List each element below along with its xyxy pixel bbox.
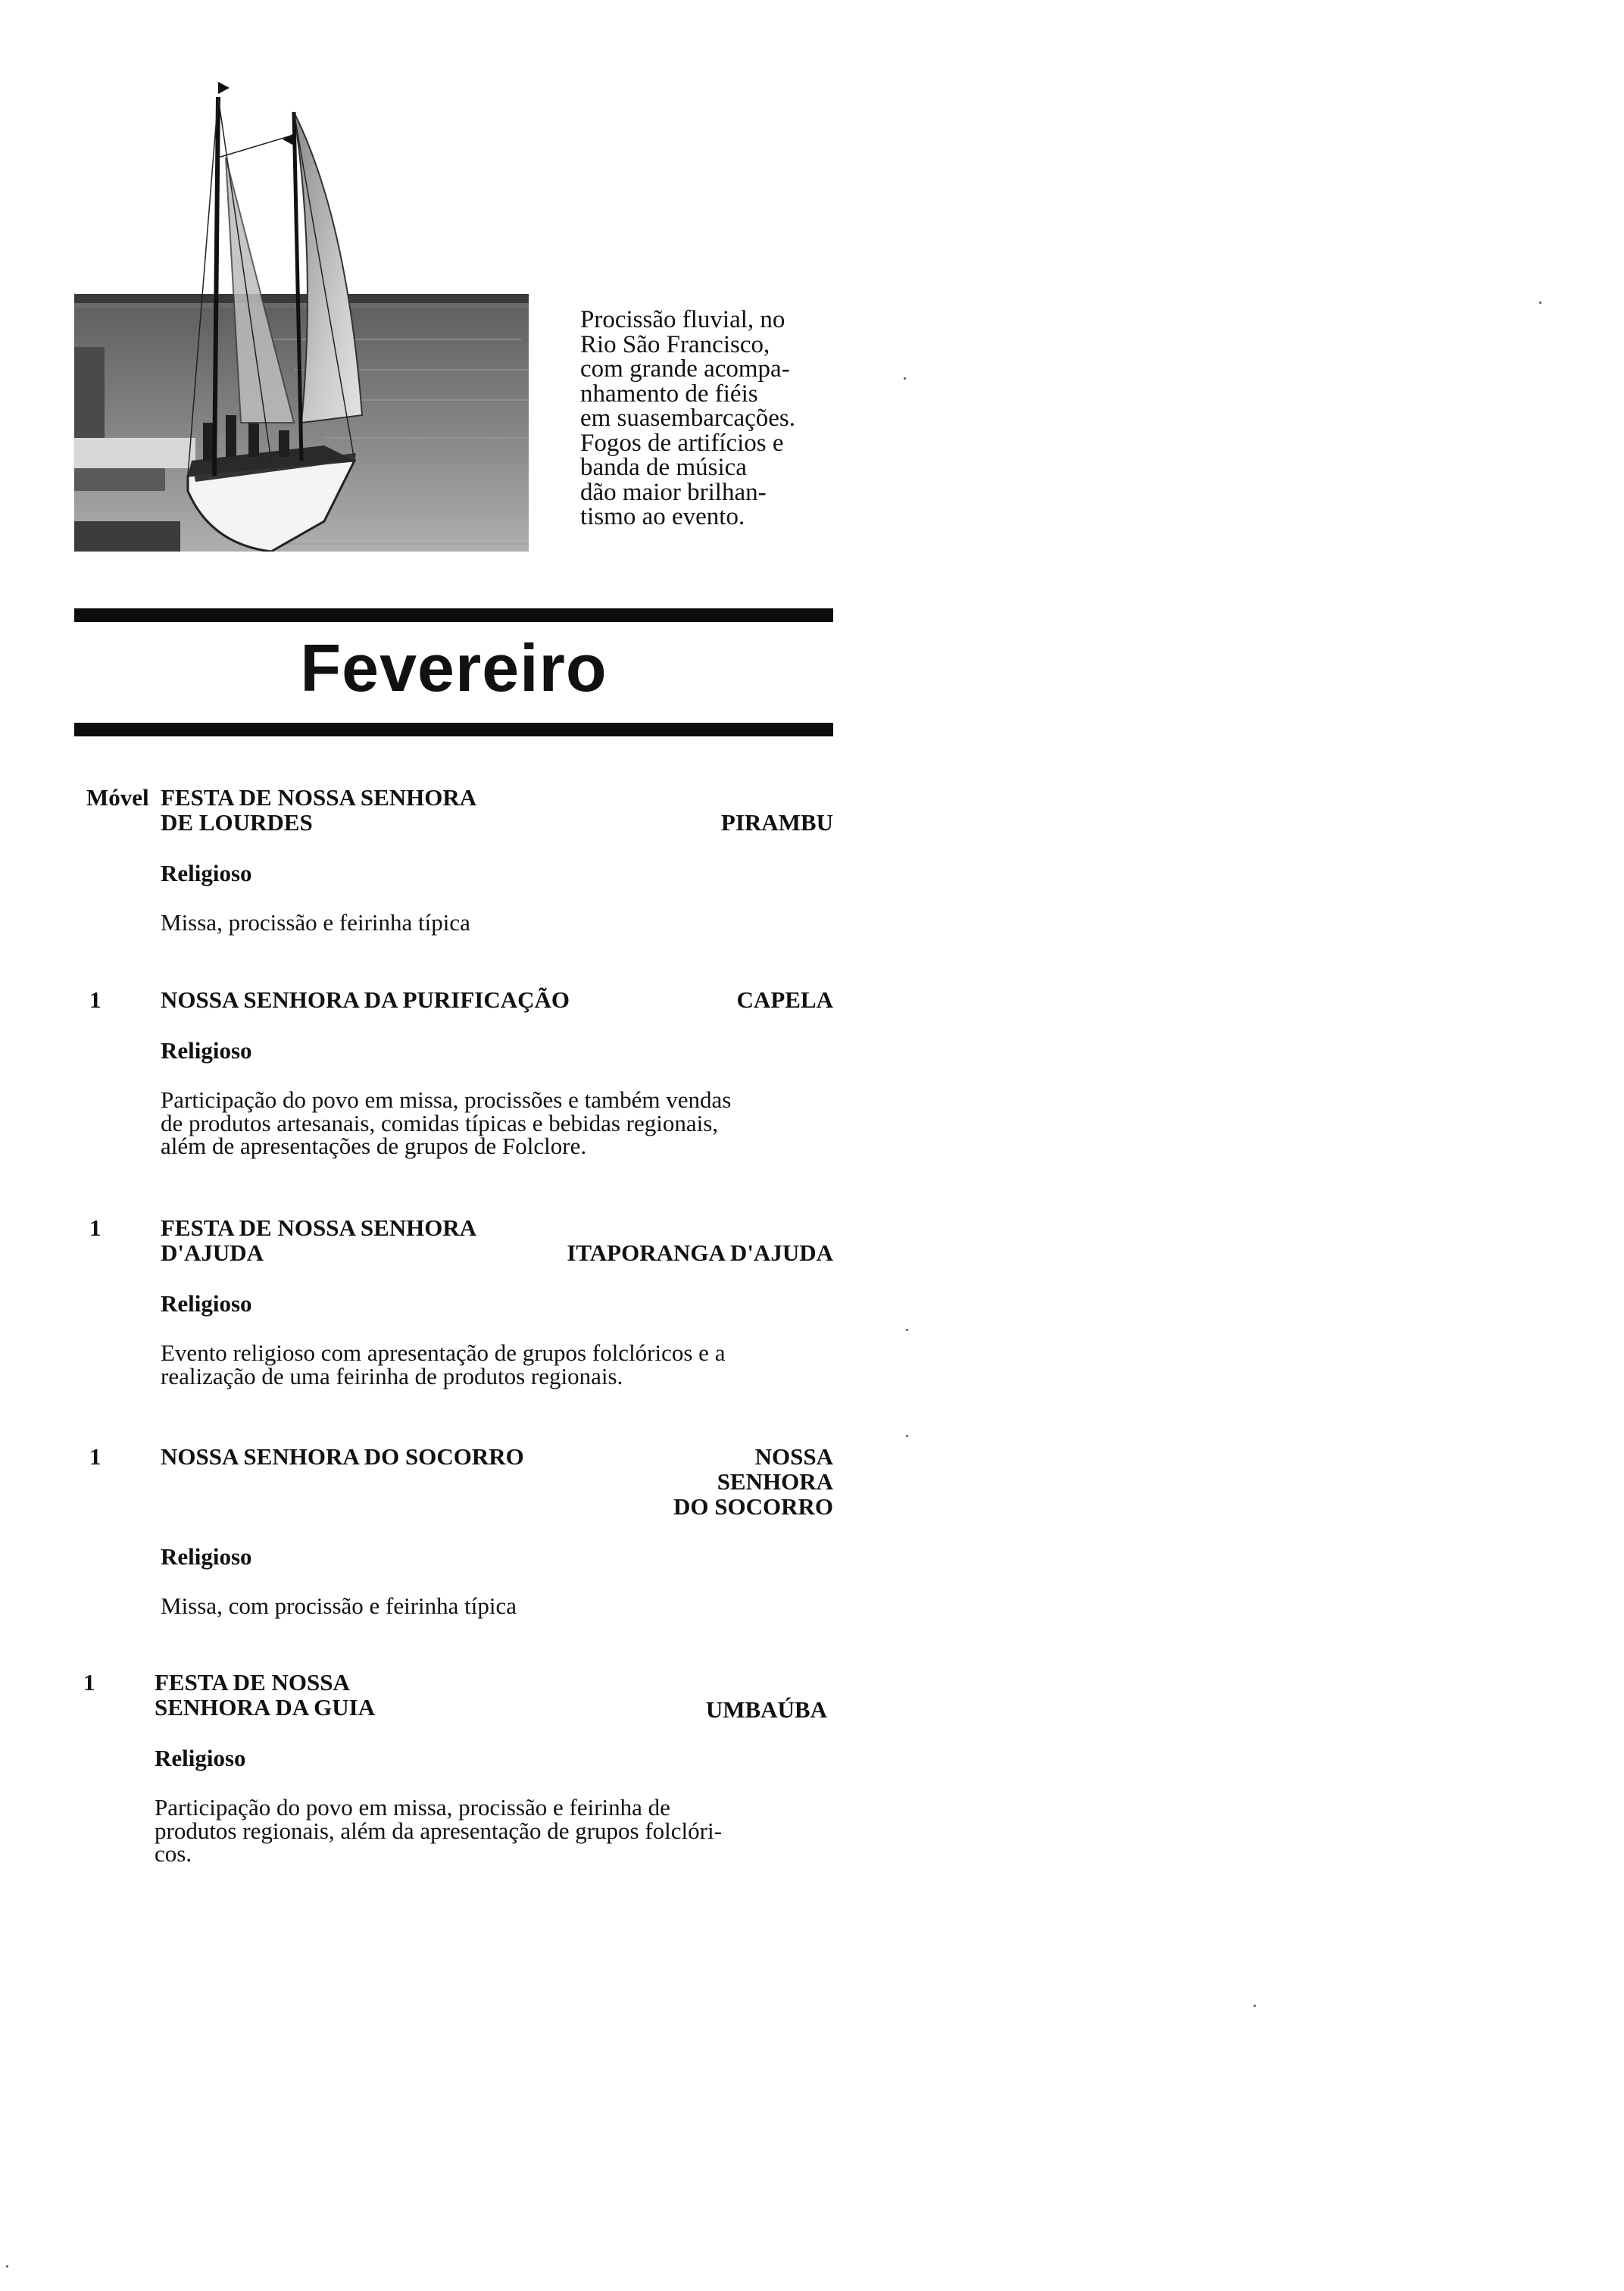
event-location (567, 1240, 833, 1265)
event-title (161, 785, 476, 835)
caption-line: em suasembarcações. (580, 405, 796, 432)
event-location-line: PIRAMBU (720, 809, 833, 836)
event-title (161, 1444, 524, 1469)
caption-line: Rio São Francisco, (580, 330, 770, 358)
scan-speck (906, 1435, 908, 1437)
scan-speck (6, 2265, 8, 2268)
event-location-line: NOSSA (754, 1443, 833, 1470)
event-category: Religioso (161, 1290, 252, 1317)
event-title (161, 1215, 476, 1265)
sailboat-procession-photo (74, 67, 529, 567)
event-description (161, 1339, 726, 1389)
heading-rule-top (74, 608, 833, 622)
event-title-line: D'AJUDA (161, 1239, 264, 1266)
event-title-line: FESTA DE NOSSA SENHORA (161, 784, 477, 811)
event-title-line: FESTA DE NOSSA SENHORA (161, 1214, 477, 1241)
event-category: Religioso (161, 1543, 252, 1570)
event-title-line: SENHORA DA GUIA (155, 1694, 376, 1721)
event-day: Móvel (86, 784, 149, 811)
event-location (673, 1444, 833, 1519)
event-location-line: DO SOCORRO (673, 1493, 833, 1520)
caption-line: com grande acompa- (580, 355, 790, 383)
event-location-line: UMBAÚBA (705, 1696, 827, 1723)
month-heading: Fevereiro (300, 630, 607, 705)
scan-speck (1254, 2005, 1256, 2007)
event-description-line: além de apresentações de grupos de Folclore. (161, 1133, 587, 1159)
event-day: 1 (89, 986, 102, 1013)
event-description-line: Participação do povo em missa, procissões e também vendas (161, 1086, 732, 1113)
event-description-line: Evento religioso com apresentação de grupos folclóricos e a (161, 1339, 726, 1366)
event-title-line: FESTA DE NOSSA (155, 1669, 350, 1696)
event-description (155, 1796, 722, 1866)
event-description-line: Missa, procissão e feirinha típica (161, 909, 470, 936)
event-category: Religioso (161, 1037, 252, 1064)
event-location-line: ITAPORANGA D'AJUDA (567, 1239, 833, 1266)
scan-speck (906, 1329, 908, 1331)
event-location (706, 1697, 827, 1722)
caption-line: nhamento de fiéis (580, 380, 758, 408)
event-description (161, 911, 470, 935)
caption-line: banda de música (580, 454, 747, 481)
scan-speck (1539, 302, 1541, 304)
event-category: Religioso (161, 860, 252, 886)
event-category: Religioso (155, 1745, 246, 1771)
caption-line: tismo ao evento. (580, 503, 745, 530)
event-description (161, 1592, 517, 1619)
scan-speck (904, 377, 906, 380)
event-day: 1 (89, 1443, 102, 1470)
caption-line: dão maior brilhan- (580, 478, 767, 506)
event-description-line: produtos regionais, além da apresentação de grupos folclóri- (155, 1817, 722, 1844)
event-title-line: NOSSA SENHORA DA PURIFICAÇÃO (161, 986, 570, 1013)
event-title-line: NOSSA SENHORA DO SOCORRO (161, 1443, 524, 1470)
event-description-line: de produtos artesanais, comidas típicas e bebidas regionais, (161, 1109, 719, 1136)
event-title-line: DE LOURDES (161, 809, 313, 836)
photo-caption (580, 308, 821, 530)
event-location-line: CAPELA (736, 986, 833, 1013)
event-description (161, 1086, 732, 1159)
caption-line: Fogos de artifícios e (580, 429, 784, 457)
event-location (721, 810, 833, 835)
heading-rule-bottom (74, 723, 833, 736)
event-description-line: Participação do povo em missa, procissão e feirinha de (155, 1794, 670, 1821)
event-title (155, 1670, 375, 1720)
event-day: 1 (89, 1214, 102, 1241)
event-location (737, 987, 833, 1012)
event-location-line: SENHORA (717, 1468, 833, 1495)
event-title (161, 987, 570, 1012)
event-description-line: realização de uma feirinha de produtos regionais. (161, 1362, 623, 1389)
event-description-line: Missa, com procissão e feirinha típica (161, 1592, 517, 1619)
event-description-line: cos. (155, 1840, 192, 1867)
caption-line: Procissão fluvial, no (580, 306, 785, 333)
event-day: 1 (83, 1669, 95, 1696)
